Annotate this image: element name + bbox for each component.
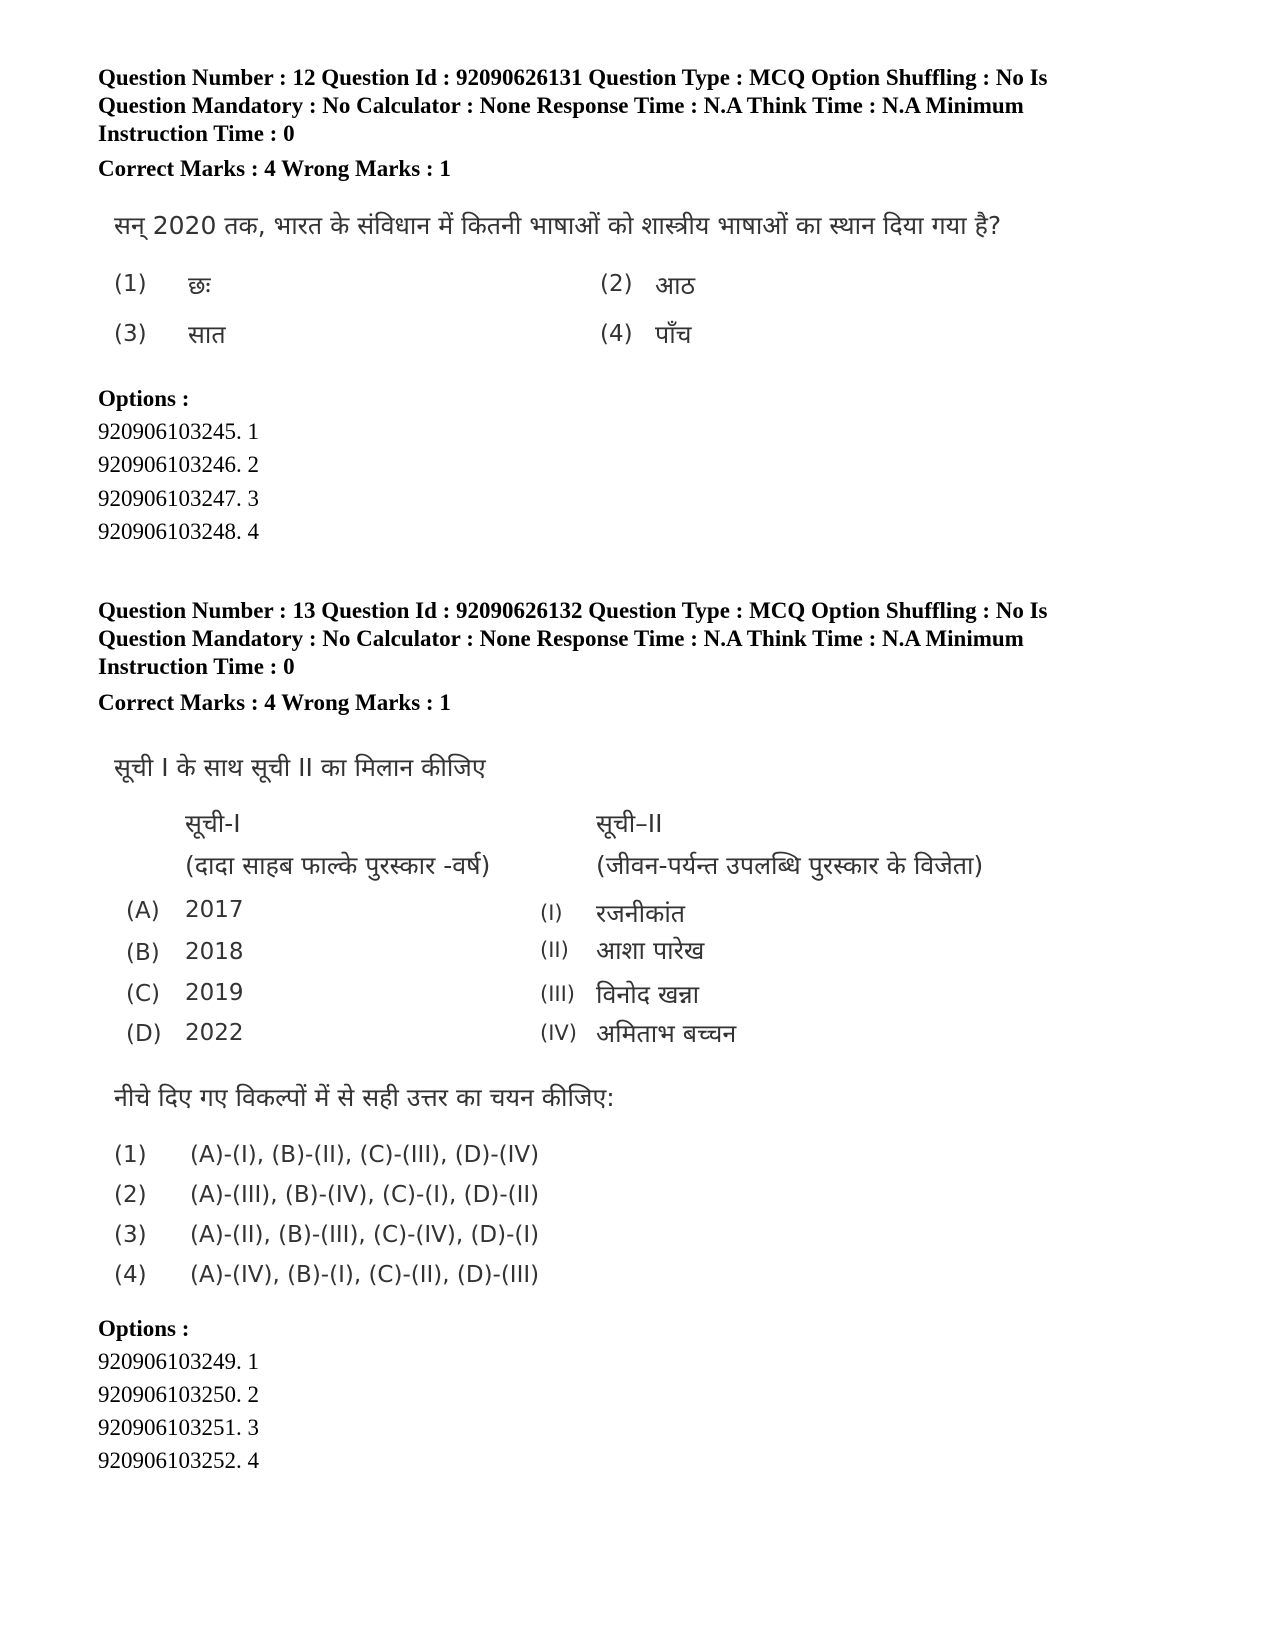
- list1-item-value: 2019: [185, 980, 244, 1006]
- q12-choice-4-num: (4): [600, 321, 633, 347]
- q13-option-3: 920906103251. 3: [98, 1415, 259, 1440]
- q12-question-text: सन् 2020 तक, भारत के संविधान में कितनी भाषाओं को शास्त्रीय भाषाओं का स्थान दिया गया है?: [114, 211, 1002, 240]
- list2-item-key: (III): [540, 982, 575, 1006]
- list1-item-key: (D): [126, 1021, 162, 1047]
- q12-option-1: 920906103245. 1: [98, 419, 259, 444]
- q12-header: Question Number : 12 Question Id : 92090626131 Question Type : MCQ Option Shuffling : No Is Question Mandatory : No Calculator : None Response Time : N.A Think Time : N.A Minimum Instruction Time : 0: [98, 65, 1048, 146]
- list1-item-key: (A): [126, 898, 160, 924]
- q13-option-4: 920906103252. 4: [98, 1448, 259, 1473]
- q12-choice-2-num: (2): [600, 271, 633, 297]
- list2-item-value: रजनीकांत: [596, 899, 686, 928]
- q12-choice-1-label: छः: [188, 271, 211, 300]
- q12-option-3: 920906103247. 3: [98, 486, 259, 511]
- list1-item-value: 2017: [185, 897, 244, 923]
- list1-item-key: (B): [126, 940, 160, 966]
- list1-item-value: 2018: [185, 939, 244, 965]
- q13-option-1: 920906103249. 1: [98, 1349, 259, 1374]
- q13-options-label: Options :: [98, 1316, 190, 1341]
- list2-item-key: (II): [540, 938, 569, 962]
- q13-question-text: सूची I के साथ सूची II का मिलान कीजिए: [114, 753, 486, 782]
- list2-item-value: आशा पारेख: [596, 936, 705, 965]
- q13-choice-3-num: (3): [114, 1222, 147, 1248]
- q13-marks: Correct Marks : 4 Wrong Marks : 1: [98, 690, 451, 715]
- list1-title: सूची-I: [185, 809, 241, 838]
- q13-choice-2-num: (2): [114, 1182, 147, 1208]
- q12-choice-1-num: (1): [114, 271, 147, 297]
- q12-option-2: 920906103246. 2: [98, 452, 259, 477]
- list1-item-value: 2022: [185, 1020, 244, 1046]
- q13-choice-1-num: (1): [114, 1142, 147, 1168]
- q12-marks: Correct Marks : 4 Wrong Marks : 1: [98, 156, 451, 181]
- list2-title: सूची–II: [596, 809, 663, 838]
- q13-instruction: नीचे दिए गए विकल्पों में से सही उत्तर का चयन कीजिए:: [114, 1083, 615, 1112]
- q12-option-4: 920906103248. 4: [98, 519, 259, 544]
- list2-subtitle: (जीवन-पर्यन्त उपलब्धि पुरस्कार के विजेता): [596, 851, 984, 880]
- q12-choice-2-label: आठ: [655, 271, 696, 300]
- q13-choice-4-label: (A)-(IV), (B)-(I), (C)-(II), (D)-(III): [190, 1262, 540, 1288]
- q13-header: Question Number : 13 Question Id : 92090626132 Question Type : MCQ Option Shuffling : No Is Question Mandatory : No Calculator : None Response Time : N.A Think Time : N.A Minimum Instruction Time : 0: [98, 598, 1048, 679]
- q12-choice-4-label: पाँच: [655, 320, 692, 349]
- q12-options-label: Options :: [98, 386, 190, 411]
- q13-choice-3-label: (A)-(II), (B)-(III), (C)-(IV), (D)-(I): [190, 1222, 540, 1248]
- q12-choice-3-label: सात: [188, 320, 226, 349]
- q13-choice-4-num: (4): [114, 1262, 147, 1288]
- q12-choice-3-num: (3): [114, 321, 147, 347]
- list2-item-key: (IV): [540, 1021, 577, 1045]
- q13-choice-2-label: (A)-(III), (B)-(IV), (C)-(I), (D)-(II): [190, 1182, 540, 1208]
- list1-subtitle: (दादा साहब फाल्के पुरस्कार -वर्ष): [185, 851, 491, 880]
- list1-item-key: (C): [126, 981, 161, 1007]
- q13-option-2: 920906103250. 2: [98, 1382, 259, 1407]
- q13-choice-1-label: (A)-(I), (B)-(II), (C)-(III), (D)-(IV): [190, 1142, 540, 1168]
- list2-item-key: (I): [540, 901, 563, 925]
- list2-item-value: विनोद खन्ना: [596, 980, 700, 1009]
- list2-item-value: अमिताभ बच्चन: [596, 1019, 737, 1048]
